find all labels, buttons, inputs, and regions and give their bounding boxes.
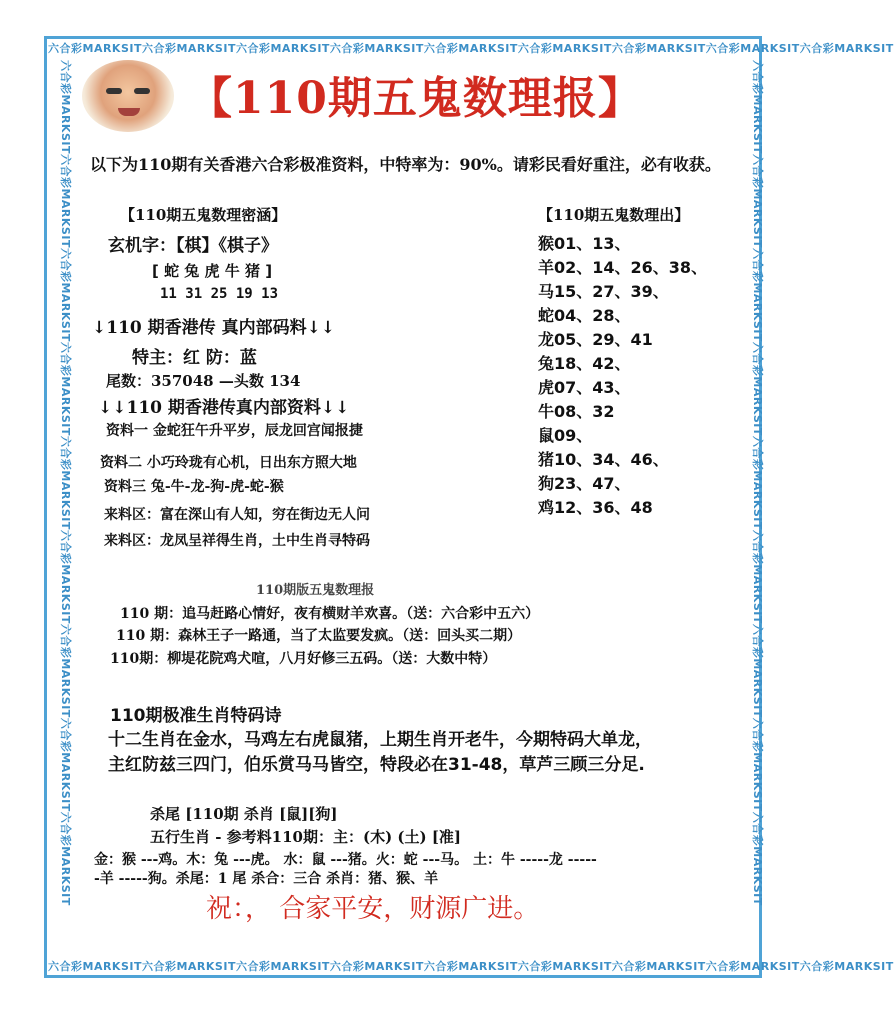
elements-line: 金：猴 ---鸡。木：兔 ---虎。 水：鼠 ---猪。火：蛇 ---马。 土：牛 -----龙 -----: [94, 852, 597, 868]
verse-line-2: 主红防兹三四门，伯乐赏马马皆空，特段必在31-48，草芦三顾三分足.: [108, 755, 645, 775]
portrait-eye: [106, 88, 122, 94]
number-row: 牛08、32: [538, 402, 615, 421]
number-row: 兔18、42、: [538, 354, 631, 373]
border-text-right: 六合彩MARKSIT六合彩MARKSIT六合彩MARKSIT六合彩MARKSIT六合彩MARKSIT六合彩MARKSIT六合彩MARKSIT六合彩MARKSIT六合彩MARKSIT: [751, 60, 764, 906]
verse-line-1: 十二生肖在金水，马鸡左右虎鼠猪，上期生肖开老牛，今期特码大单龙，: [108, 730, 652, 750]
border-text-bottom: 六合彩MARKSIT六合彩MARKSIT六合彩MARKSIT六合彩MARKSIT六合彩MARKSIT六合彩MARKSIT六合彩MARKSIT六合彩MARKSIT六合彩MARKSIT: [48, 960, 894, 973]
poem-line-2: 110 期：森林王子一路通，当了太监要发疯。（送：回头买二期）: [116, 628, 522, 644]
poem-line-3: 110期：柳堤花院鸡犬喧，八月好修三五码。（送：大数中特）: [110, 651, 497, 667]
zodiac-list: [ 蛇 兔 虎 牛 猪 ]: [152, 262, 273, 280]
tail-head-numbers: 尾数：357048 —头数 134: [106, 372, 301, 390]
number-row: 马15、27、39、: [538, 282, 669, 301]
source-line-1: 来料区：富在深山有人知，穷在街边无人问: [104, 507, 370, 523]
page-title: 【110期五鬼数理报】: [188, 73, 643, 124]
blessing-text: 祝：， 合家平安，财源广进。: [206, 894, 540, 924]
number-row: 虎07、43、: [538, 378, 631, 397]
zodiac-numbers: 11 31 25 19 13: [160, 286, 279, 302]
kill-line: 杀尾 [110期 杀肖 [鼠][狗]: [150, 805, 338, 823]
info-line-3: 资料三 兔-牛-龙-狗-虎-蛇-猴: [104, 479, 284, 495]
number-row: 鼠09、: [538, 426, 593, 445]
wuxing-line: 五行生肖 - 参考料110期：主：(木) (土) [准]: [150, 828, 462, 846]
hk-header-2: ↓↓110 期香港传真内部资料↓↓: [98, 398, 350, 418]
riddle-text: 玄机字：【棋】《棋子》: [108, 236, 278, 256]
info-line-1: 资料一 金蛇狂午升平岁，辰龙回宫闻报捷: [106, 423, 363, 439]
number-row: 猴01、13、: [538, 234, 631, 253]
number-row: 蛇04、28、: [538, 306, 631, 325]
border-text-left: 六合彩MARKSIT六合彩MARKSIT六合彩MARKSIT六合彩MARKSIT六合彩MARKSIT六合彩MARKSIT六合彩MARKSIT六合彩MARKSIT六合彩MARKSIT: [59, 60, 72, 906]
border-text-top: 六合彩MARKSIT六合彩MARKSIT六合彩MARKSIT六合彩MARKSIT六合彩MARKSIT六合彩MARKSIT六合彩MARKSIT六合彩MARKSIT六合彩MARKSIT: [48, 42, 894, 55]
portrait-mouth: [118, 108, 140, 116]
number-row: 猪10、34、46、: [538, 450, 669, 469]
info-line-2: 资料二 小巧玲珑有心机，日出东方照大地: [100, 455, 357, 471]
right-section-title: 【110期五鬼数理出】: [538, 206, 690, 224]
elements-line-2: -羊 -----狗。杀尾：1 尾 杀合：三合 杀肖：猪、猴、羊: [94, 871, 439, 887]
number-row: 龙05、29、41: [538, 330, 653, 349]
number-list: [538, 232, 707, 520]
number-row: 羊02、14、26、38、: [538, 258, 708, 277]
left-section-title: 【110期五鬼数理密涵】: [120, 206, 287, 224]
portrait-eye: [134, 88, 150, 94]
number-row: 鸡12、36、48: [538, 498, 653, 517]
source-line-2: 来料区：龙凤呈祥得生肖，土中生肖寻特码: [104, 533, 370, 549]
special-color: 特主：红 防：蓝: [132, 348, 257, 368]
portrait-image: [82, 60, 174, 132]
intro-text: 以下为110期有关香港六合彩极准资料，中特率为：90%。请彩民看好重注，必有收获。: [90, 155, 721, 174]
hk-header: ↓110 期香港传 真内部码料↓↓: [92, 318, 336, 338]
verse-title: 110期极准生肖特码诗: [110, 706, 282, 726]
number-row: 狗23、47、: [538, 474, 631, 493]
poem-section-header: 110期版五鬼数理报: [256, 583, 375, 598]
poem-line-1: 110 期：追马赶路心情好，夜有横财羊欢喜。（送：六合彩中五六）: [120, 606, 540, 622]
